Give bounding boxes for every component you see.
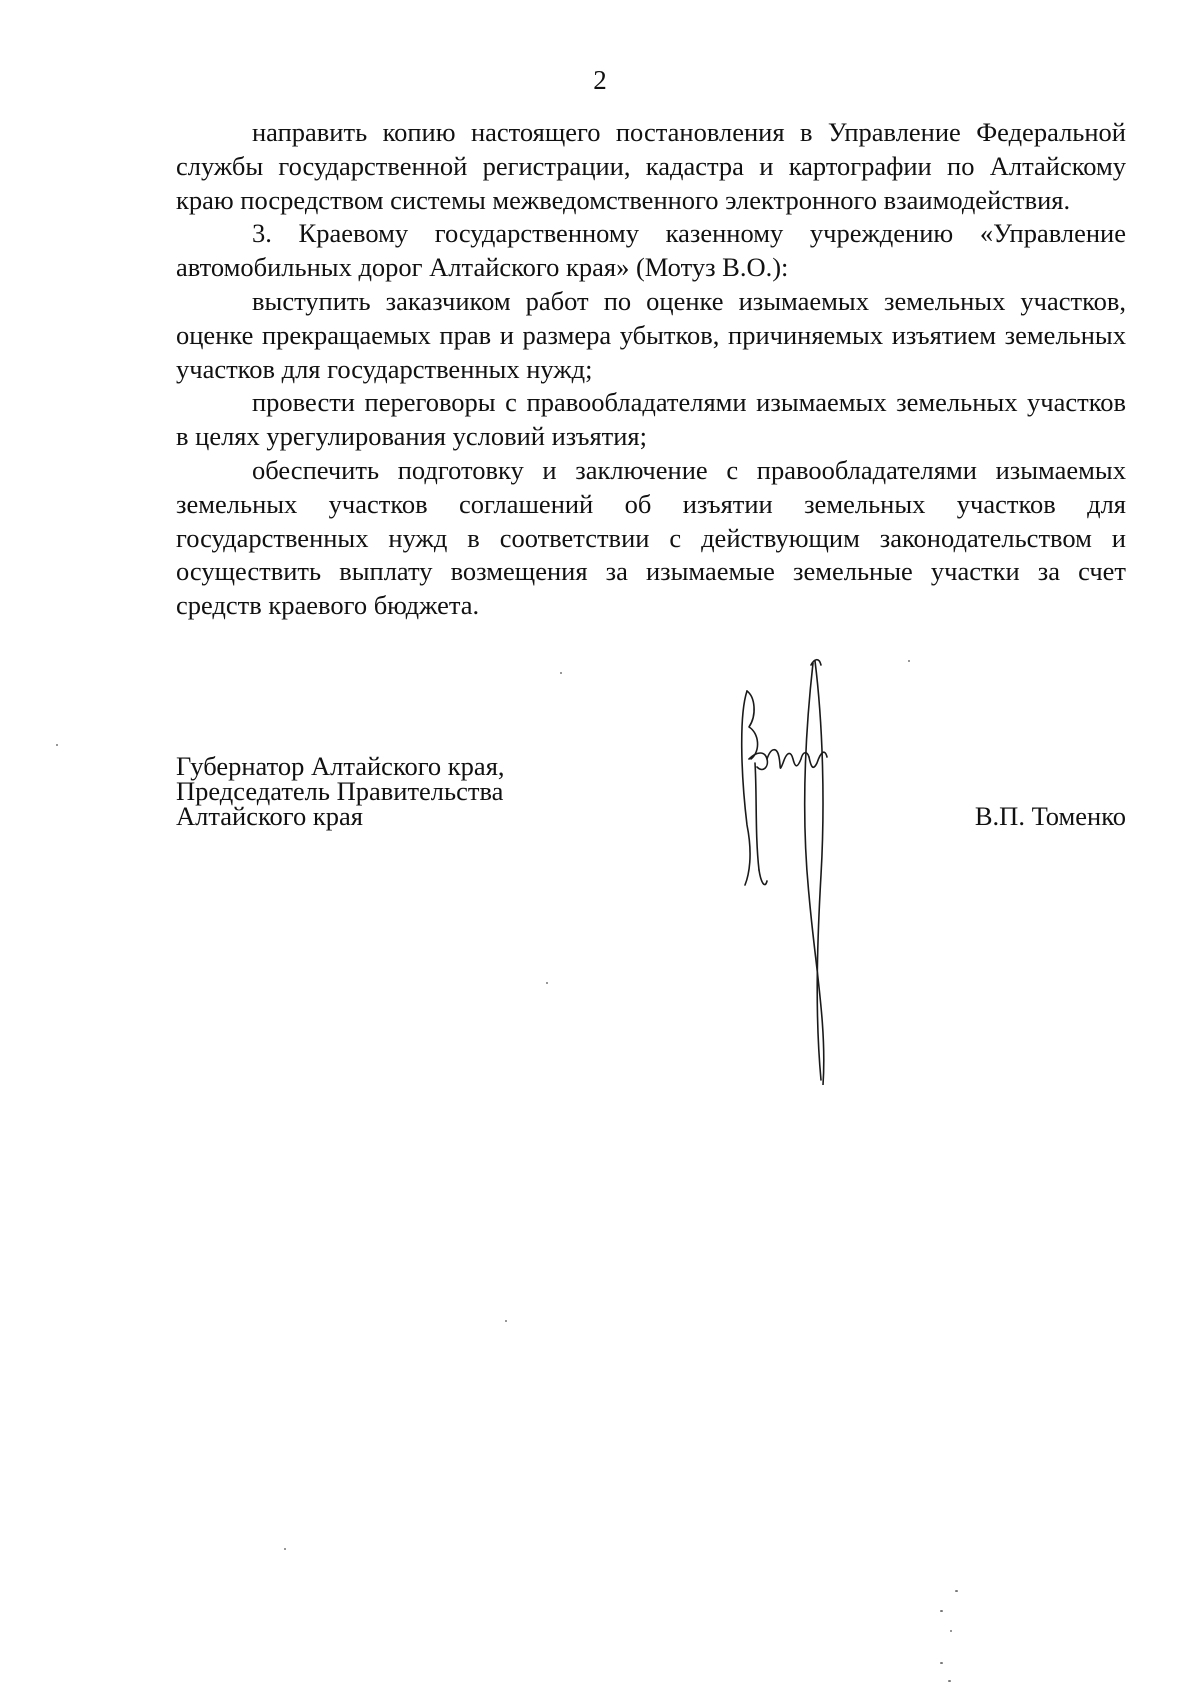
- position-line: Губернатор Алтайского края,: [176, 751, 505, 781]
- scan-speck: [940, 1610, 943, 1612]
- signatory-position: [176, 751, 536, 831]
- paragraph-negotiations: провести переговоры с правообладателями изымаемых земельных участков в целях урегулирования условий изъятия;: [176, 387, 1126, 452]
- scan-speck: [940, 1662, 943, 1664]
- position-line: Председатель Правительства: [176, 776, 504, 806]
- scan-speck: [560, 672, 562, 674]
- scan-speck: [955, 1590, 958, 1592]
- scan-speck: [505, 1320, 507, 1322]
- scan-speck: [284, 1548, 286, 1550]
- scan-speck: [546, 982, 548, 984]
- scan-speck: [908, 660, 910, 662]
- page-number: 2: [593, 65, 607, 95]
- paragraph-act-as-customer: выступить заказчиком работ по оценке изымаемых земельных участков, оценке прекращаемых прав и размера убытков, причиняемых изъятием земельных участков для государственных нужд;: [176, 285, 1126, 384]
- scan-speck: [948, 1680, 951, 1682]
- handwritten-signature: [735, 655, 905, 1085]
- scan-speck: [56, 744, 58, 746]
- position-line: Алтайского края: [176, 801, 363, 831]
- paragraph-agreements-payment: обеспечить подготовку и заключение с правообладателями изымаемых земельных участков соглашений об изъятии земельных участков для государственных нужд в соответствии с действующим законодательством и осуществить выплату возмещения за изымаемые земельные участки за счет средств краевого бюджета.: [176, 454, 1126, 621]
- document-body: [176, 116, 1126, 623]
- paragraph-send-copy: направить копию настоящего постановления в Управление Федеральной службы государственной регистрации, кадастра и картографии по Алтайскому краю посредством системы межведомственного электронного взаимодействия.: [176, 117, 1126, 215]
- paragraph-item-3: 3. Краевому государственному казенному учреждению «Управление автомобильных дорог Алтайского края» (Мотуз В.О.):: [176, 218, 1126, 283]
- signer-name: В.П. Томенко: [974, 801, 1126, 831]
- scan-speck: [950, 1630, 952, 1632]
